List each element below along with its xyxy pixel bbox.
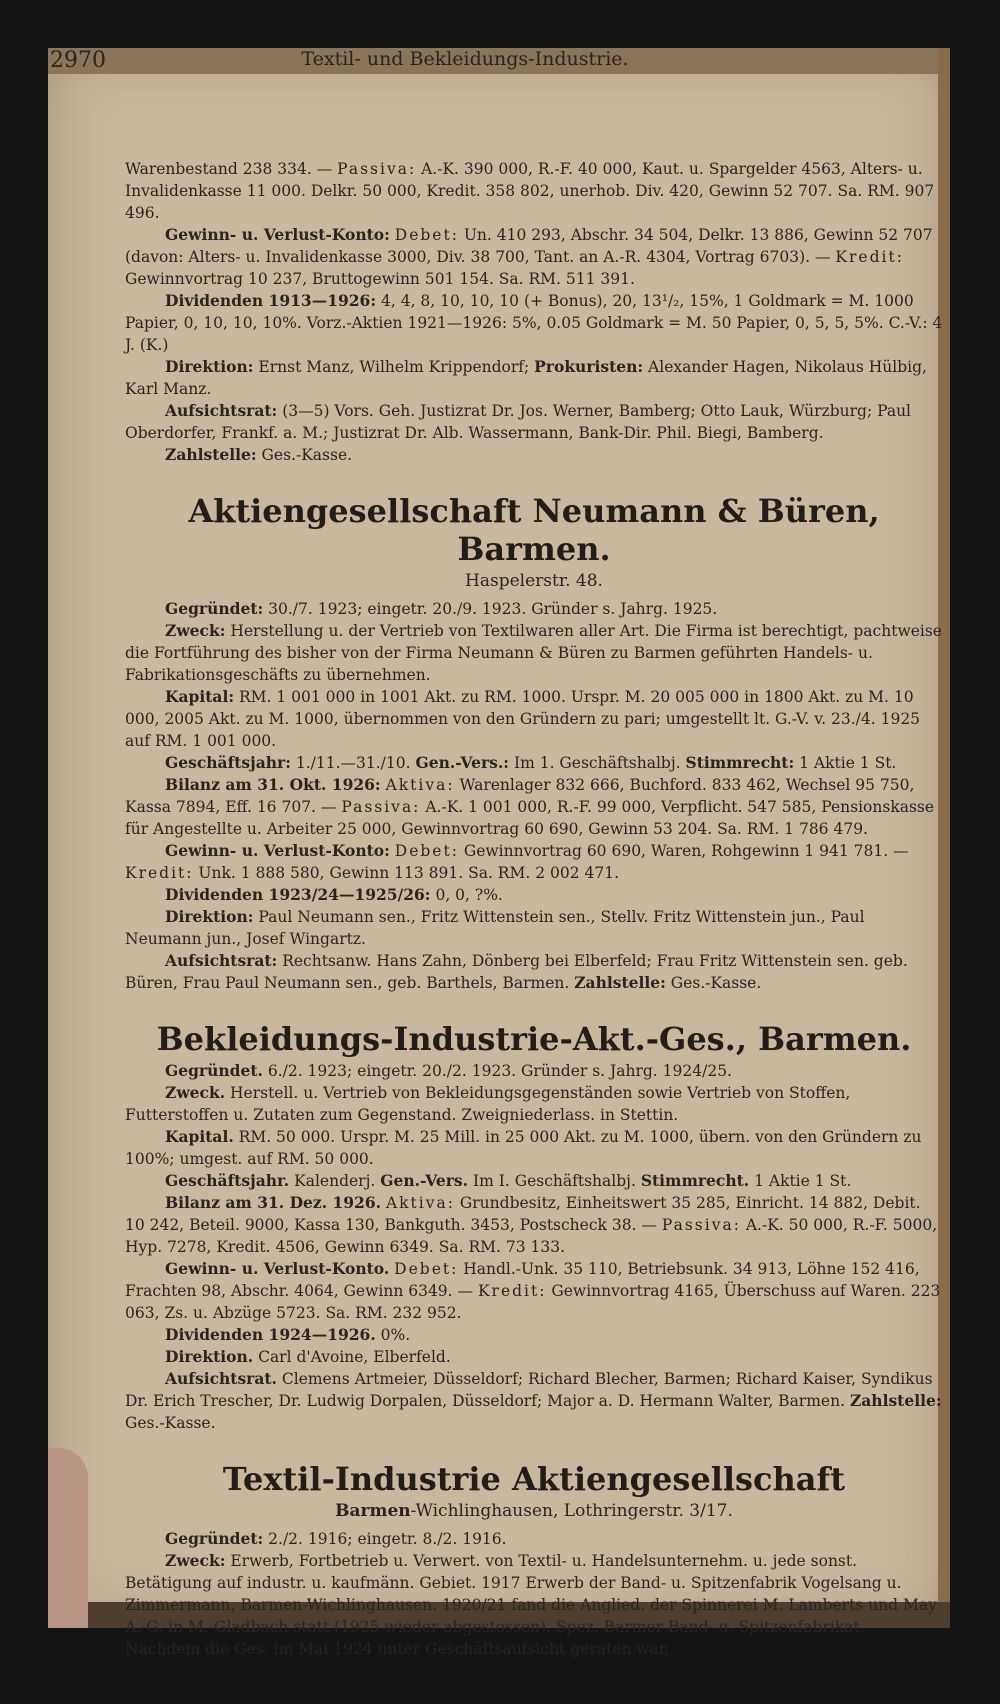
section-label: Zweck: <box>165 1551 226 1570</box>
balance-sheet <box>125 774 943 840</box>
text: Alexander Hagen, Nikolaus Hülbig, Karl Manz. <box>125 358 927 398</box>
passiva-label: Passiva: <box>337 160 417 178</box>
page-number: 2970 <box>50 48 106 73</box>
supervisory-board <box>125 1368 943 1434</box>
company-entry <box>125 1020 943 1434</box>
text: 1 Aktie 1 St. <box>794 754 897 772</box>
text: Warenbestand 238 334. — <box>125 160 338 178</box>
running-title: Textil- und Bekleidungs-Industrie. <box>301 48 629 70</box>
text: Ernst Manz, Wilhelm Krippendorf; <box>253 358 535 376</box>
text: Handl.-Unk. 35 110, Betriebsunk. 34 913, Löhne 152 416, Frachten 98, Abschr. 4064, Gewinn 6349. — <box>125 1260 920 1300</box>
section-label: Geschäftsjahr. <box>165 1171 290 1190</box>
section-label: Zahlstelle: <box>165 445 257 464</box>
text: Gewinnvortrag 10 237, Bruttogewinn 501 154. Sa. RM. 511 391. <box>125 270 635 288</box>
text: 2./2. 1916; eingetr. 8./2. 1916. <box>263 1530 507 1548</box>
text: Clemens Artmeier, Düsseldorf; Richard Blecher, Barmen; Richard Kaiser, Syndikus Dr. Erich Trescher, Dr. Ludwig Dorpalen, Düsseldorf; Major a. D. Hermann Walter, Barmen. <box>125 1370 933 1410</box>
section-label: Zahlstelle: <box>849 1391 942 1410</box>
debet-label: Debet: <box>394 842 459 860</box>
company-entry <box>125 492 943 994</box>
text: A.-K. 390 000, R.-F. 40 000, Kaut. u. Spargelder 4563, Alters- u. Invalidenkasse 11 000. Delkr. 50 000, Kredit. 358 802, unerhob. Div. 420, Gewinn 52 707. Sa. RM. 907 496. <box>125 160 935 222</box>
company-title: Textil-Industrie Aktiengesellschaft <box>222 1460 846 1498</box>
text: 30./7. 1923; eingetr. 20./9. 1923. Gründer s. Jahrg. 1925. <box>263 600 718 618</box>
dividends <box>125 290 943 356</box>
paying-office <box>125 444 943 466</box>
debet-label: Debet: <box>394 1260 459 1278</box>
section-label: Aufsichtsrat. <box>165 1369 277 1388</box>
text: 4, 4, 8, 10, 10, 10 (+ Bonus), 20, 13¹/₂, 15%, 1 Goldmark = M. 1000 Papier, 0, 10, 10, 10%. Vorz.-Aktien 1921—1926: 5%, 0.05 Goldmark = M. 50 Papier, 0, 5, 5, 5%. C.-V.: 4 J. (K.) <box>125 292 943 354</box>
kredit-label: Kredit: <box>835 248 904 266</box>
fiscal-year <box>125 752 943 774</box>
profit-loss-account <box>125 1258 943 1324</box>
text: Ges.-Kasse. <box>256 446 353 464</box>
management <box>125 356 943 400</box>
kredit-label: Kredit: <box>477 1282 547 1300</box>
balance-continuation <box>125 158 943 224</box>
section-label: Gen.-Vers. <box>380 1171 469 1190</box>
section-label: Geschäftsjahr: <box>165 753 291 772</box>
text: 1./11.—31./10. <box>290 754 416 772</box>
text: RM. 1 001 000 in 1001 Akt. zu RM. 1000. Urspr. M. 20 005 000 in 1800 Akt. zu M. 10 000, 2005 Akt. zu M. 1000, übernommen von den Gründern zu pari; umgestellt lt. G.-V. v. 23./4. 1925 auf RM. 1 001 000. <box>125 688 921 750</box>
section-label: Dividenden 1923/24—1925/26: <box>165 885 431 904</box>
text: A.-K. 50 000, R.-F. 5000, Hyp. 7278, Kredit. 4506, Gewinn 6349. Sa. RM. 73 133. <box>125 1216 938 1256</box>
founded <box>125 1528 943 1550</box>
text: Im 1. Geschäftshalbj. <box>509 754 686 772</box>
section-label: Gen.-Vers.: <box>415 753 510 772</box>
balance-sheet <box>125 1192 943 1258</box>
section-label: Direktion: <box>165 907 254 926</box>
section-label: Gewinn- u. Verlust-Konto: <box>165 225 390 244</box>
dividends <box>125 1324 943 1346</box>
section-label: Aufsichtsrat: <box>165 951 278 970</box>
purpose <box>125 620 943 686</box>
text: Im I. Geschäftshalbj. <box>468 1172 641 1190</box>
section-label: Dividenden 1913—1926: <box>165 291 377 310</box>
text: Erwerb, Fortbetrieb u. Verwert. von Textil- u. Handelsunternehm. u. jede sonst. Betätigung auf industr. u. kaufmänn. Gebiet. 1917 Erwerb der Band- u. Spitzenfabrik Vogelsang u. Zimmermann, Barmen-Wichlinghausen. 1920/21 fand die Anglied. der Spinnerei M. Lamberts und May A.-G. in M.-Gladbach statt (1925 wieder abgestossen). Spez. Barmer Band- u. Spitzenfabrikat. Nachdem die Ges. im Mai 1924 unter Geschäftsaufsicht geraten war, <box>125 1552 937 1658</box>
section-label: Gegründet. <box>165 1061 263 1080</box>
text: Ges.-Kasse. <box>125 1414 216 1432</box>
previous-entry <box>125 158 943 466</box>
text: (3—5) Vors. Geh. Justizrat Dr. Jos. Werner, Bamberg; Otto Lauk, Würzburg; Paul Oberdorfer, Frankf. a. M.; Justizrat Dr. Alb. Wassermann, Bank-Dir. Phil. Biegi, Bamberg. <box>125 402 912 442</box>
text: Grundbesitz, Einheitswert 35 285, Einricht. 14 882, Debit. 10 242, Beteil. 9000, Kassa 130, Bankguth. 3453, Postscheck 38. — <box>125 1194 921 1234</box>
capital <box>125 686 943 752</box>
profit-loss-account <box>125 224 943 290</box>
section-label: Gewinn- u. Verlust-Konto. <box>165 1259 390 1278</box>
text: Kalenderj. <box>289 1172 381 1190</box>
company-entry <box>125 1460 943 1660</box>
section-label: Kapital. <box>165 1127 234 1146</box>
capital <box>125 1126 943 1170</box>
city: Barmen <box>335 1501 411 1521</box>
section-label: Kapital: <box>165 687 235 706</box>
text: Ges.-Kasse. <box>665 974 762 992</box>
text: 0%. <box>375 1326 411 1344</box>
text: RM. 50 000. Urspr. M. 25 Mill. in 25 000 Akt. zu M. 1000, übern. von den Gründern zu 100%; umgest. auf RM. 50 000. <box>125 1128 922 1168</box>
founded <box>125 598 943 620</box>
text: 0, 0, ?%. <box>430 886 503 904</box>
text: A.-K. 1 001 000, R.-F. 99 000, Verpflicht. 547 585, Pensionskasse für Angestellte u. Arbeiter 25 000, Gewinnvortrag 60 690, Gewinn 53 204. Sa. RM. 1 786 479. <box>125 798 935 838</box>
page-content <box>125 158 943 1660</box>
address: -Wichlinghausen, Lothringerstr. 3/17. <box>410 1501 733 1521</box>
section-label: Stimmrecht. <box>640 1171 750 1190</box>
passiva-label: Passiva: <box>341 798 421 816</box>
founded <box>125 1060 943 1082</box>
section-label: Stimmrecht: <box>685 753 795 772</box>
section-label: Gegründet: <box>165 599 264 618</box>
section-label: Gegründet: <box>165 1529 264 1548</box>
section-label: Bilanz am 31. Dez. 1926. <box>165 1193 382 1212</box>
text: 6./2. 1923; eingetr. 20./2. 1923. Gründer s. Jahrg. 1924/25. <box>262 1062 732 1080</box>
section-label: Aufsichtsrat: <box>165 401 278 420</box>
text: Herstell. u. Vertrieb von Bekleidungsgegenständen sowie Vertrieb von Stoffen, Futterstoffen u. Zutaten zum Gegenstand. Zweigniederlass. in Stettin. <box>125 1084 851 1124</box>
section-label: Bilanz am 31. Okt. 1926: <box>165 775 381 794</box>
section-label: Direktion: <box>165 357 254 376</box>
aktiva-label: Aktiva: <box>385 1194 455 1212</box>
text: Warenlager 832 666, Buchford. 833 462, Wechsel 95 750, Kassa 7894, Eff. 16 707. — <box>125 776 915 816</box>
passiva-label: Passiva: <box>661 1216 741 1234</box>
thumb <box>48 1448 88 1628</box>
section-label: Prokuristen: <box>534 357 644 376</box>
text: Gewinnvortrag 60 690, Waren, Rohgewinn 1 941 781. — <box>458 842 909 860</box>
profit-loss-account <box>125 840 943 884</box>
section-label: Zweck. <box>165 1083 226 1102</box>
company-title: Bekleidungs-Industrie-Akt.-Ges., Barmen. <box>156 1020 912 1058</box>
text: 1 Aktie 1 St. <box>749 1172 852 1190</box>
purpose <box>125 1550 943 1660</box>
text: Paul Neumann sen., Fritz Wittenstein sen., Stellv. Fritz Wittenstein jun., Paul Neumann jun., Josef Wingartz. <box>125 908 865 948</box>
management <box>125 1346 943 1368</box>
supervisory-board <box>125 400 943 444</box>
dividends <box>125 884 943 906</box>
company-address: Haspelerstr. 48. <box>465 571 603 591</box>
text: Herstellung u. der Vertrieb von Textilwaren aller Art. Die Firma ist berechtigt, pachtweise die Fortführung des bisher von der Firma Neumann & Büren zu Barmen geführten Handels- u. Fabrikationsgeschäfts zu übernehmen. <box>125 622 942 684</box>
debet-label: Debet: <box>394 226 459 244</box>
kredit-label: Kredit: <box>125 864 194 882</box>
text: Gewinnvortrag 4165, Überschuss auf Waren. 223 063, Zs. u. Abzüge 5723. Sa. RM. 232 952. <box>125 1282 941 1322</box>
section-label: Direktion. <box>165 1347 254 1366</box>
company-address <box>125 1500 943 1522</box>
text: Rechtsanw. Hans Zahn, Dönberg bei Elberfeld; Frau Fritz Wittenstein sen. geb. Büren, Frau Paul Neumann sen., geb. Barthels, Barmen. <box>125 952 908 992</box>
company-title: Aktiengesellschaft Neumann & Büren, Barmen. <box>188 492 880 568</box>
text: Carl d'Avoine, Elberfeld. <box>253 1348 451 1366</box>
purpose <box>125 1082 943 1126</box>
fiscal-year <box>125 1170 943 1192</box>
section-label: Zahlstelle: <box>574 973 666 992</box>
section-label: Gewinn- u. Verlust-Konto: <box>165 841 390 860</box>
aktiva-label: Aktiva: <box>385 776 455 794</box>
section-label: Zweck: <box>165 621 226 640</box>
section-label: Dividenden 1924—1926. <box>165 1325 376 1344</box>
management <box>125 906 943 950</box>
text: Un. 410 293, Abschr. 34 504, Delkr. 13 886, Gewinn 52 707 (davon: Alters- u. Invalidenkasse 3000, Div. 38 700, Tant. an A.-R. 4304, Vortrag 6703). — <box>125 226 933 266</box>
supervisory-board <box>125 950 943 994</box>
text: Unk. 1 888 580, Gewinn 113 891. Sa. RM. 2 002 471. <box>193 864 620 882</box>
